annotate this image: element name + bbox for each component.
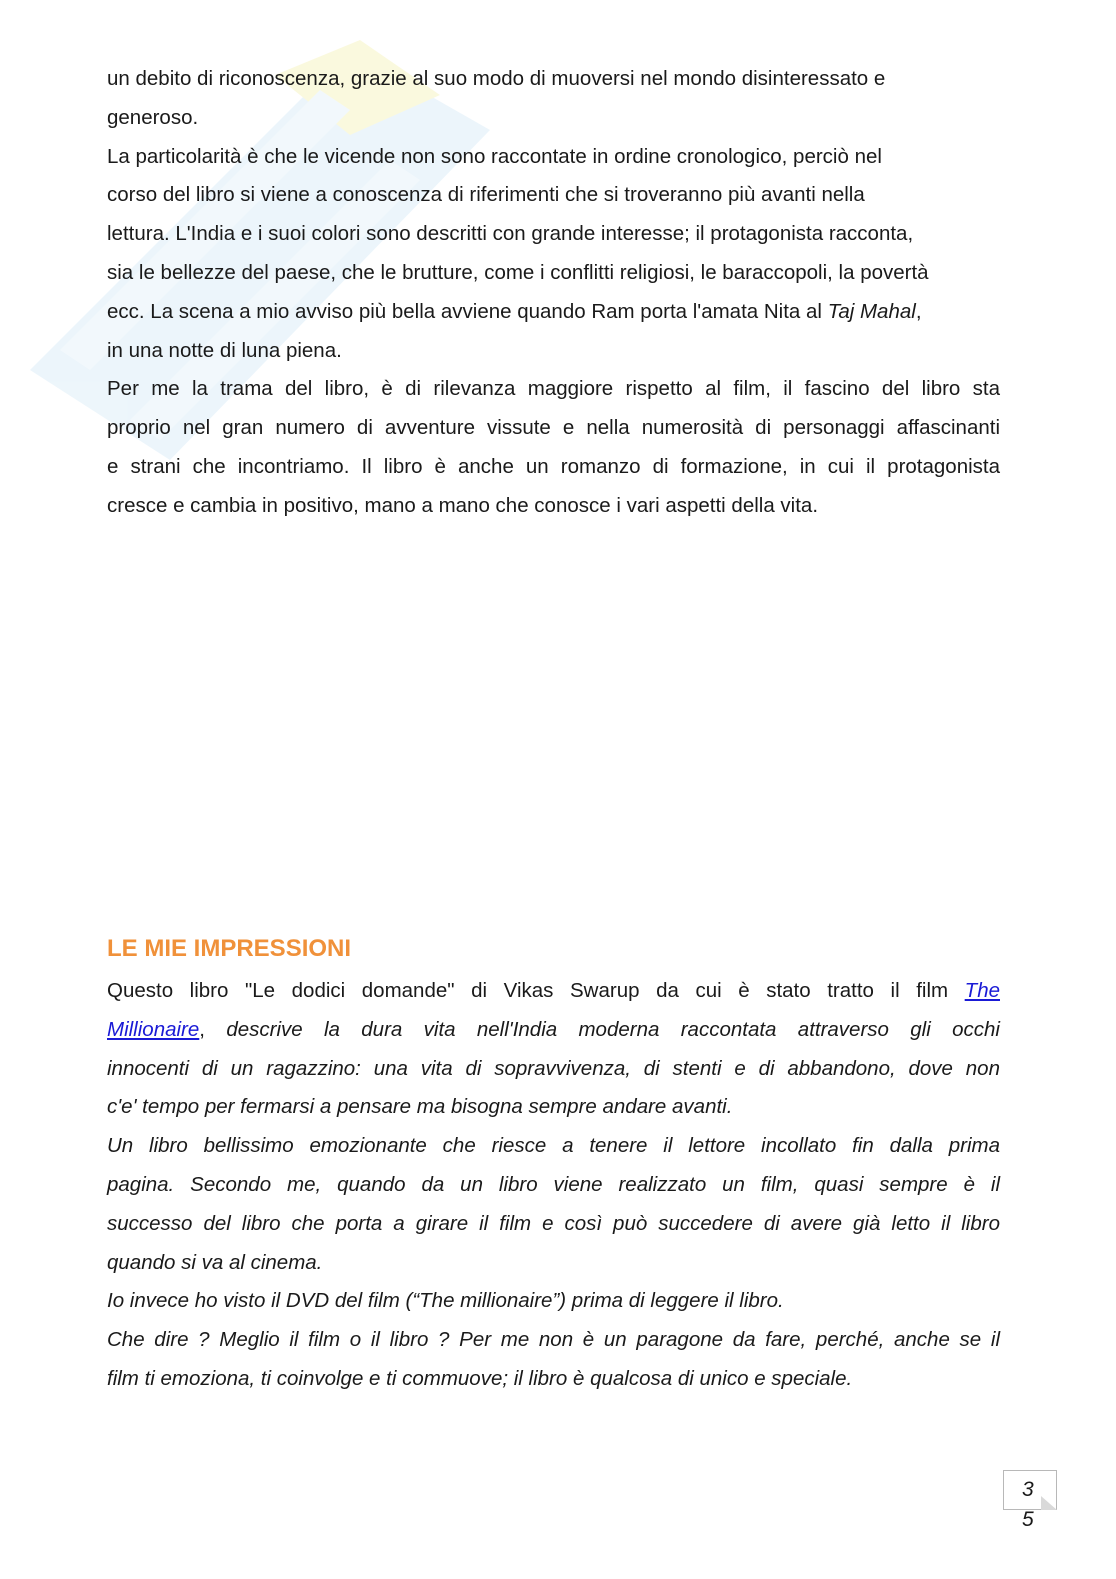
text-line: generoso. xyxy=(107,105,199,129)
text-line: La particolarità è che le vicende non sono raccontate in ordine cronologico, perciò nel xyxy=(107,144,882,168)
page-fold-icon xyxy=(1041,1496,1057,1510)
text-line: Per me la trama del libro, è di rilevanza maggiore rispetto al film, il fascino del libro sta xyxy=(107,377,1000,401)
text-line: e strani che incontriamo. Il libro è anche un romanzo di formazione, in cui il protagonista xyxy=(107,454,1000,478)
film-link-part2[interactable]: Millionaire xyxy=(107,1017,200,1041)
text-line: sia le bellezze del paese, che le brutture, come i conflitti religiosi, le baraccopoli, la povertà xyxy=(107,260,929,284)
page-total: 5 xyxy=(1022,1508,1034,1531)
text-line: quando si va al cinema. xyxy=(107,1250,323,1274)
text-line: film ti emoziona, ti coinvolge e ti commuove; il libro è qualcosa di unico e speciale. xyxy=(107,1366,853,1390)
text-line: un debito di riconoscenza, grazie al suo modo di muoversi nel mondo disinteressato e xyxy=(107,67,886,90)
film-link-part1[interactable]: The xyxy=(964,979,1000,1002)
text-line: Io invece ho visto il DVD del film (“The millionaire”) prima di leggere il libro. xyxy=(107,1289,784,1313)
text-line: cresce e cambia in positivo, mano a mano che conosce i vari aspetti della vita. xyxy=(107,493,819,517)
text-segment: , xyxy=(915,299,922,323)
text-segment: Questo libro "Le dodici domande" di Vikas Swarup da cui è stato tratto il film xyxy=(107,979,965,1002)
taj-mahal-italic: Taj Mahal xyxy=(827,299,916,323)
text-line: successo del libro che porta a girare il film e così può succedere di avere già letto il libro xyxy=(107,1211,1000,1235)
text-segment: , xyxy=(199,1017,227,1041)
text-line: innocenti di un ragazzino: una vita di sopravvivenza, di stenti e di abbandono, dove non xyxy=(107,1056,1000,1080)
text-line: c'e' tempo per fermarsi a pensare ma bisogna sempre andare avanti. xyxy=(107,1095,733,1119)
text-line: in una notte di luna piena. xyxy=(107,338,342,362)
text-line: Che dire ? Meglio il film o il libro ? Per me non è un paragone da fare, perché, anche se il xyxy=(107,1328,1000,1352)
paragraph-impressions xyxy=(107,972,1000,1399)
text-segment: ecc. La scena a mio avviso più bella avviene quando Ram porta l'amata Nita al xyxy=(107,299,828,323)
text-segment: descrive la dura vita nell'India moderna raccontata attraverso gli occhi xyxy=(226,1017,1000,1041)
page-current: 3 xyxy=(1022,1478,1034,1501)
text-line: pagina. Secondo me, quando da un libro viene realizzato un film, quasi sempre è il xyxy=(107,1172,1000,1196)
text-line: lettura. L'India e i suoi colori sono descritti con grande interesse; il protagonista racconta, xyxy=(107,222,914,246)
text-line xyxy=(107,1011,1000,1050)
paragraph-story xyxy=(107,60,1000,526)
text-line: corso del libro si viene a conoscenza di riferimenti che si troveranno più avanti nella xyxy=(107,183,865,207)
section-heading: LE MIE IMPRESSIONI xyxy=(107,935,352,962)
text-line: proprio nel gran numero di avventure vissute e nella numerosità di personaggi affascinanti xyxy=(107,416,1000,440)
text-line xyxy=(107,972,1000,1011)
text-line xyxy=(107,293,1000,332)
text-line: Un libro bellissimo emozionante che riesce a tenere il lettore incollato fin dalla prima xyxy=(107,1134,1000,1158)
